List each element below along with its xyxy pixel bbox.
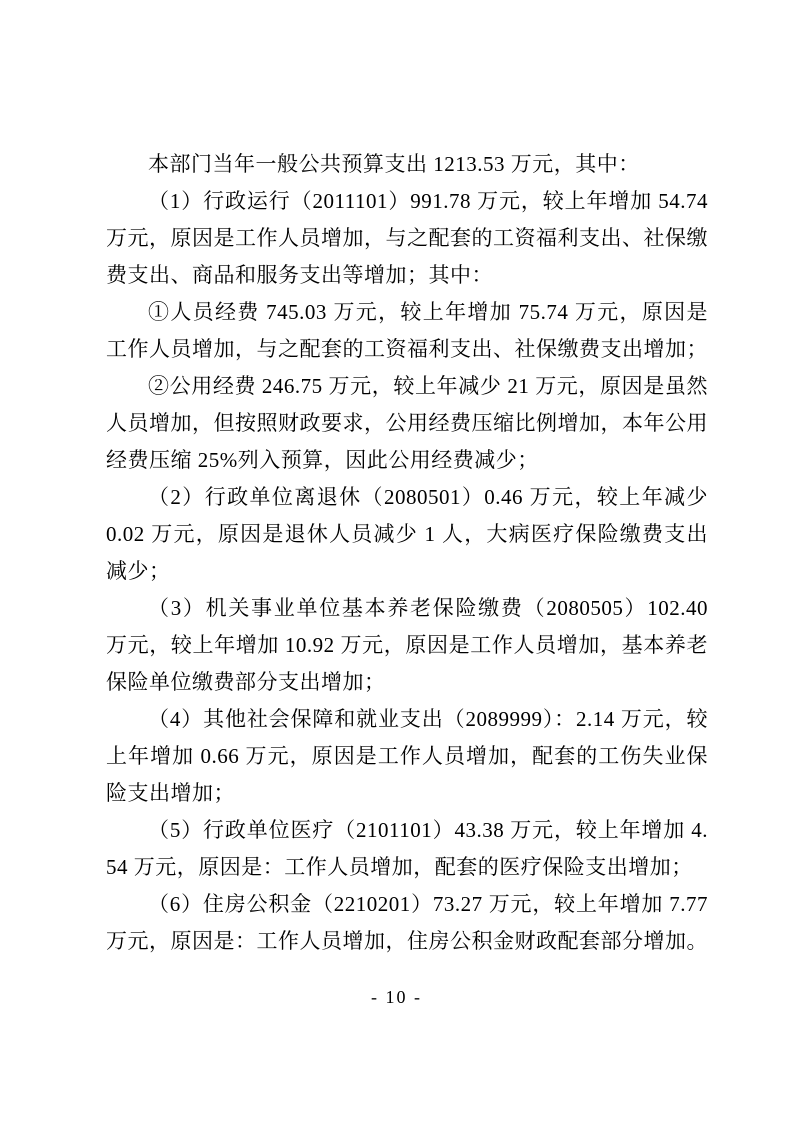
document-body <box>106 146 708 960</box>
paragraph-item-4-other-social-security: （4）其他社会保障和就业支出（2089999）：2.14 万元，较上年增加 0.66 万元，原因是工作人员增加，配套的工伤失业保险支出增加； <box>106 707 708 805</box>
paragraph-item-1-personnel-expense: ①人员经费 745.03 万元，较上年增加 75.74 万元，原因是工作人员增加，与之配套的工资福利支出、社保缴费支出增加； <box>106 300 708 361</box>
paragraph-item-1-public-expense: ②公用经费 246.75 万元，较上年减少 21 万元，原因是虽然人员增加，但按照财政要求，公用经费压缩比例增加，本年公用经费压缩 25%列入预算，因此公用经费减少； <box>106 374 708 472</box>
page-number: - 10 - <box>371 987 422 1007</box>
paragraph-item-5-medical: （5）行政单位医疗（2101101）43.38 万元，较上年增加 4.54 万元，原因是：工作人员增加，配套的医疗保险支出增加； <box>106 818 708 879</box>
paragraph-item-3-pension-insurance: （3）机关事业单位基本养老保险缴费（2080505）102.40 万元，较上年增加 10.92 万元，原因是工作人员增加，基本养老保险单位缴费部分支出增加； <box>106 596 708 694</box>
paragraph-budget-total: 本部门当年一般公共预算支出 1213.53 万元，其中： <box>148 152 640 176</box>
paragraph-item-1-admin-operation: （1）行政运行（2011101）991.78 万元，较上年增加 54.74 万元，原因是工作人员增加，与之配套的工资福利支出、社保缴费支出、商品和服务支出等增加；其中： <box>106 189 708 287</box>
paragraph-item-6-housing-fund: （6）住房公积金（2210201）73.27 万元，较上年增加 7.77 万元，原因是：工作人员增加，住房公积金财政配套部分增加。 <box>106 892 708 953</box>
paragraph-item-2-retirement: （2）行政单位离退休（2080501）0.46 万元，较上年减少 0.02 万元，原因是退休人员减少 1 人，大病医疗保险缴费支出减少； <box>106 485 708 583</box>
